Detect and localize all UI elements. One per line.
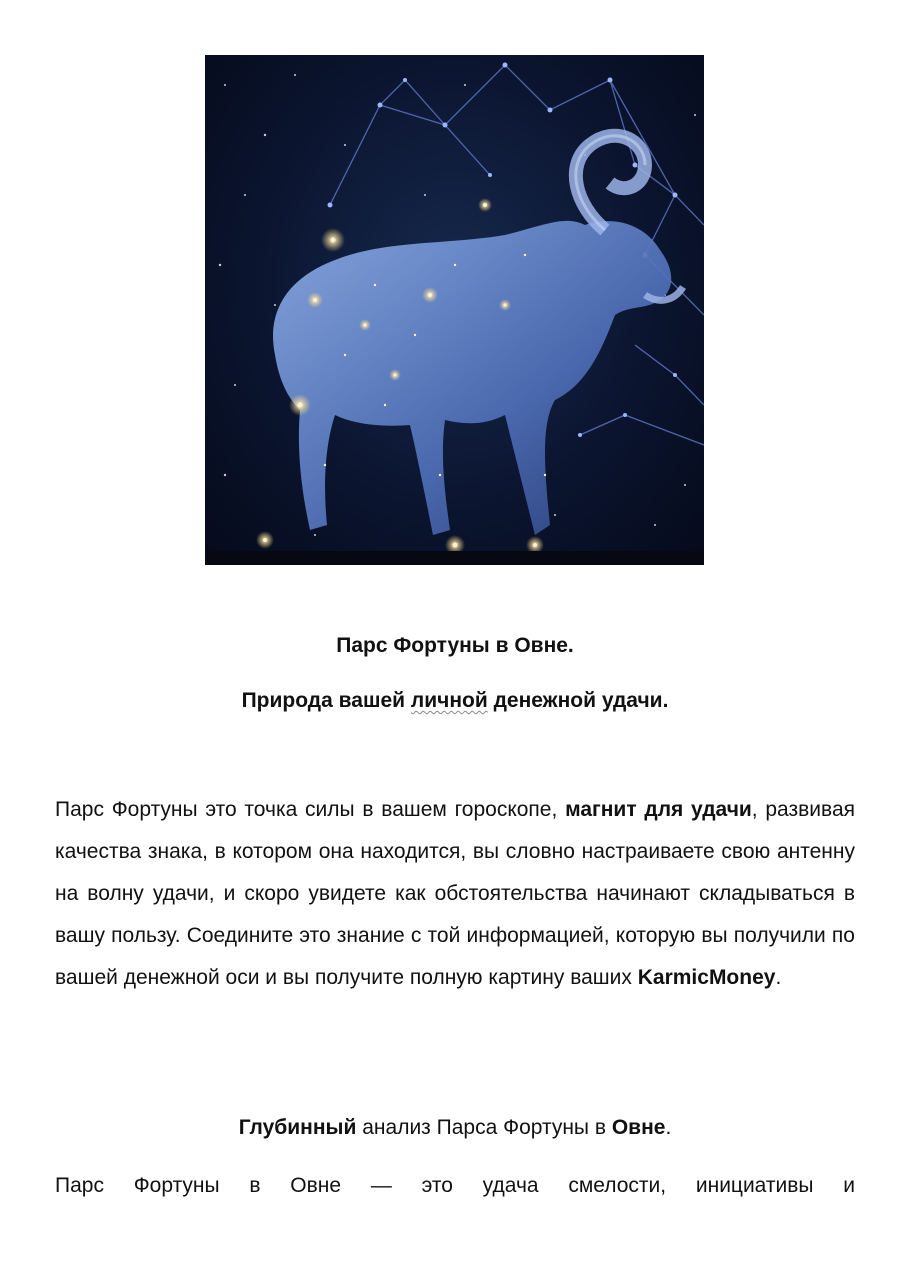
text-run: Парс Фортуны это точка силы в вашем гороскопе, — [55, 798, 566, 821]
text-run: , развивая качества знака, в котором она находится, вы словно настраиваете свою антенну на волну удачи, и скоро увидете как обстоятельства начинают складываться в вашу пользу. Соедините это знание с той информацией, которую вы получили по вашей денежной оси и вы получите полную картину ваших — [55, 798, 855, 989]
subtitle-part: денежной удачи. — [487, 689, 669, 712]
ram-constellation-icon — [205, 55, 704, 565]
spellcheck-underlined-word: личной — [410, 689, 488, 712]
text-run: . — [775, 966, 782, 989]
text-run: . — [665, 1116, 672, 1139]
subtitle-part: Природа вашей — [241, 689, 411, 712]
page-title: Парс Фортуны в Овне. — [336, 634, 574, 657]
text-run: анализ Парса Фортуны в — [356, 1116, 612, 1139]
ram-constellation-image — [205, 55, 704, 565]
intro-paragraph — [55, 789, 855, 999]
page-subtitle — [0, 689, 910, 713]
bold-run: магнит для удачи — [565, 798, 752, 821]
analysis-paragraph: Парс Фортуны в Овне — это удача смелости, инициативы и — [55, 1174, 855, 1197]
bold-run: KarmicMoney — [637, 966, 776, 989]
bold-run: Овне — [611, 1116, 666, 1139]
section-title — [0, 1116, 910, 1140]
bold-run: Глубинный — [238, 1116, 357, 1139]
